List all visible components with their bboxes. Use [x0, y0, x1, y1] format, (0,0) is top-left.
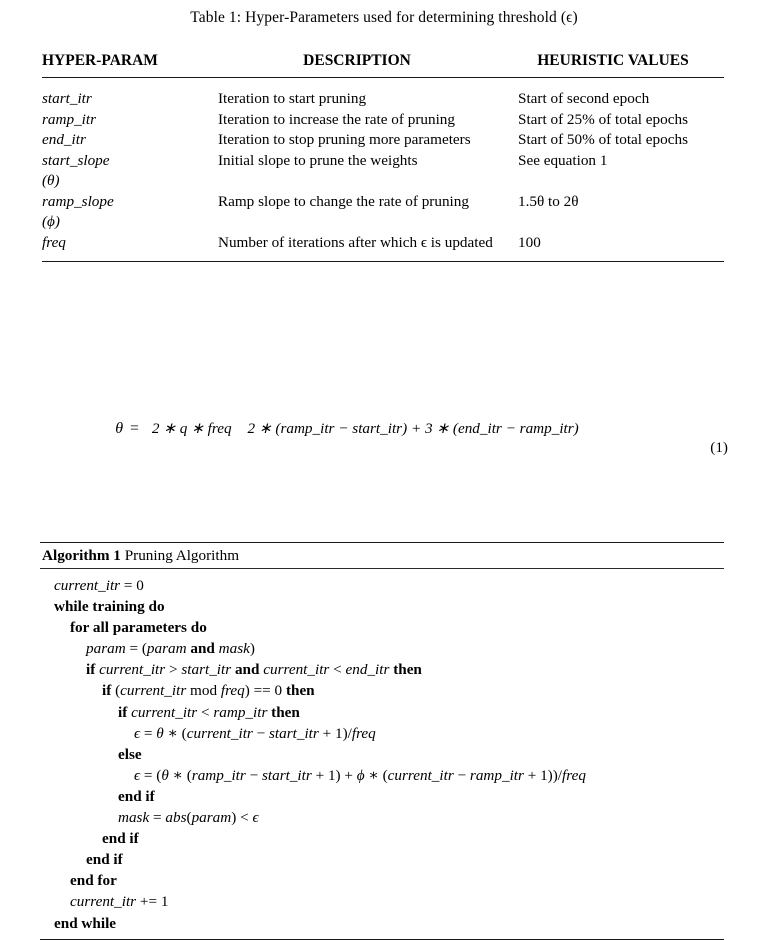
algorithm-line: end if [102, 830, 139, 848]
table-row [42, 151, 724, 192]
cell-description: Initial slope to prune the weights [218, 151, 418, 169]
cell-param [42, 192, 218, 233]
equation-lhs: θ [115, 420, 124, 437]
algorithm-line: mask = abs(param) < ϵ [118, 809, 259, 827]
column-header-description: DESCRIPTION [303, 52, 411, 69]
algorithm-line: end for [70, 872, 117, 890]
table-header-row [42, 52, 724, 77]
equation-fraction [146, 419, 585, 438]
cell-param-symbol: (θ) [42, 172, 60, 189]
algorithm-block [40, 542, 724, 940]
algorithm-line: while training do [54, 598, 165, 616]
equation-numerator: 2 ∗ q ∗ freq [151, 419, 232, 437]
table-row [42, 89, 724, 110]
cell-value: Start of 25% of total epochs [518, 110, 688, 128]
table-row [42, 110, 724, 131]
algorithm-line: param = (param and mask) [86, 640, 255, 658]
equation-number: (1) [710, 439, 728, 456]
cell-value: Start of 50% of total epochs [518, 131, 688, 148]
algorithm-title [40, 543, 724, 568]
algorithm-line: if current_itr < ramp_itr then [118, 703, 300, 721]
algorithm-line: current_itr = 0 [54, 577, 144, 594]
algorithm-line: current_itr += 1 [70, 893, 169, 911]
cell-param: freq [42, 233, 66, 251]
equation-equals-sign: = [130, 420, 139, 437]
cell-value: See equation 1 [518, 151, 608, 169]
cell-value: Start of second epoch [518, 90, 650, 107]
algorithm-line: end while [54, 914, 117, 932]
cell-param: end_itr [42, 131, 86, 148]
table-body [42, 78, 724, 261]
cell-param-symbol: (ϕ) [42, 213, 60, 230]
equation-denominator: 2 ∗ (ramp_itr − start_itr) + 3 ∗ (end_itr − ramp_itr) [247, 419, 579, 437]
equation-1 [40, 418, 728, 480]
hyper-parameters-table [42, 52, 724, 262]
cell-description: Iteration to increase the rate of pruning [218, 110, 455, 128]
column-header-heuristic-values: HEURISTIC VALUES [537, 52, 689, 69]
algorithm-line: ϵ = θ ∗ (current_itr − start_itr + 1)/freq [134, 724, 376, 742]
cell-description: Iteration to start pruning [218, 90, 367, 107]
table-row [42, 192, 724, 233]
cell-param: start_itr [42, 90, 92, 107]
algorithm-label: Algorithm 1 [42, 547, 121, 564]
cell-param-name: start_slope [42, 151, 110, 169]
cell-param: ramp_itr [42, 110, 97, 128]
algorithm-line: end if [118, 787, 155, 805]
algorithm-bottom-rule [40, 939, 724, 940]
cell-value: 100 [518, 233, 541, 251]
algorithm-line: else [118, 745, 142, 763]
algorithm-line: ϵ = (θ ∗ (ramp_itr − start_itr + 1) + ϕ ∗ (current_itr − ramp_itr + 1))/freq [134, 766, 586, 784]
table-row [42, 233, 724, 254]
algorithm-line: if (current_itr mod freq) == 0 then [102, 682, 315, 700]
column-header-hyper-param: HYPER-PARAM [42, 52, 158, 69]
algorithm-line: if current_itr > start_itr and current_itr < end_itr then [86, 661, 422, 679]
cell-description: Ramp slope to change the rate of pruning [218, 192, 469, 210]
algorithm-line: end if [86, 851, 123, 869]
algorithm-body [40, 569, 724, 939]
table-caption: Table 1: Hyper-Parameters used for determining threshold (ϵ) [190, 9, 578, 26]
table-row [42, 130, 724, 151]
algorithm-line: for all parameters do [70, 619, 207, 637]
cell-description: Iteration to stop pruning more parameters [218, 131, 471, 148]
cell-param [42, 151, 218, 192]
equation-body [40, 418, 660, 438]
cell-value: 1.5θ to 2θ [518, 192, 579, 210]
cell-description: Number of iterations after which ϵ is updated [218, 233, 493, 251]
algorithm-name: Pruning Algorithm [124, 547, 240, 564]
table-bottom-rule [42, 261, 724, 262]
cell-param-name: ramp_slope [42, 192, 114, 210]
